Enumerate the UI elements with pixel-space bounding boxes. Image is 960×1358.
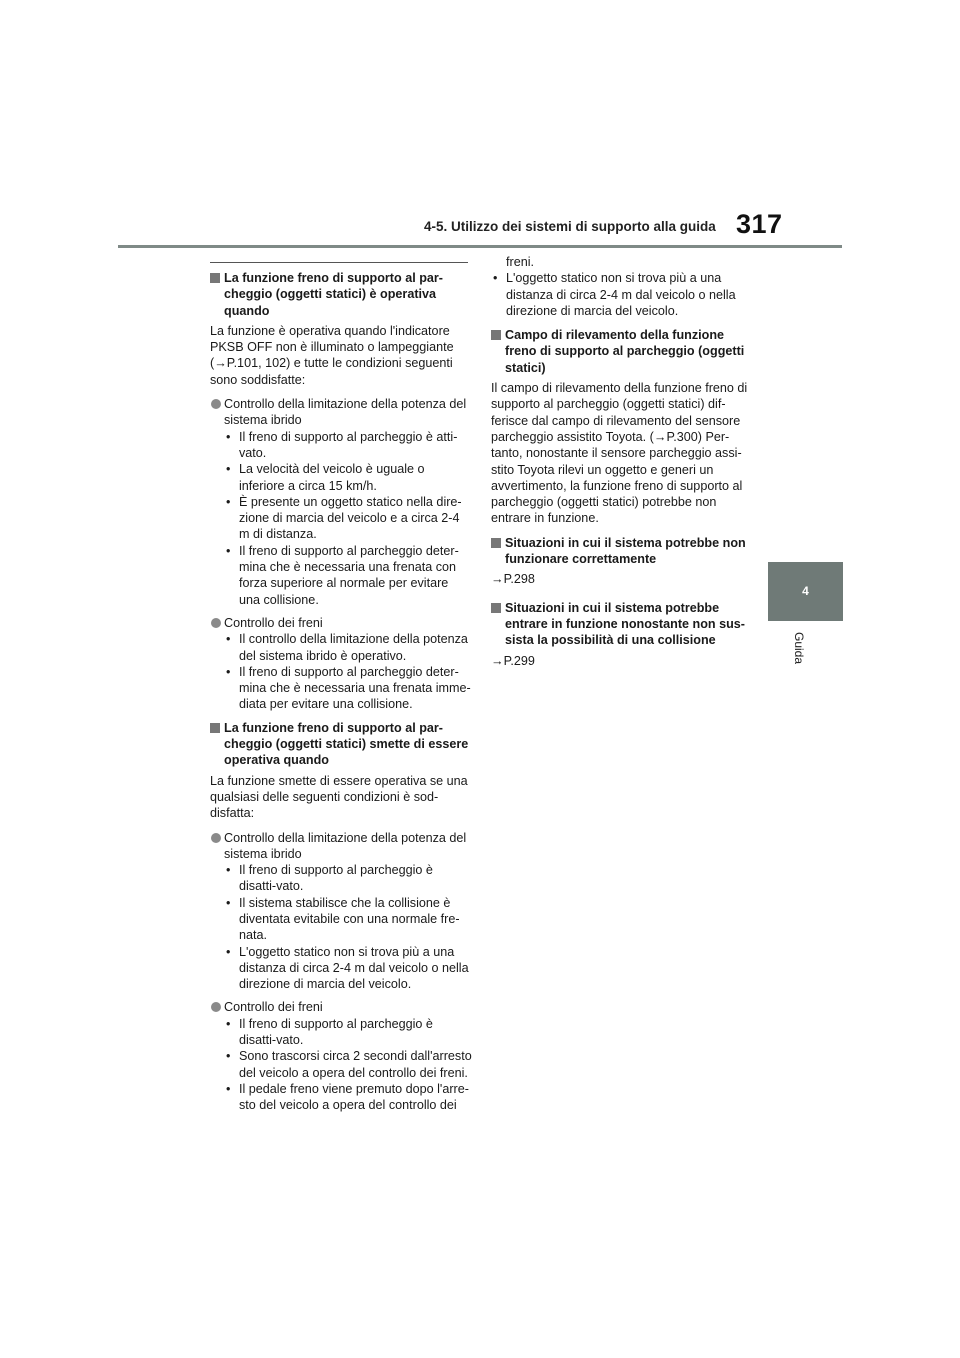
- list-item-text: Il sistema stabilisce che la collisione è diventata evitabile con una normale fre-nata.: [239, 895, 460, 943]
- list-item: • La velocità del veicolo è uguale o inferiore a circa 15 km/h.: [226, 462, 425, 493]
- list-item-text: Sono trascorsi circa 2 secondi dall'arresto del veicolo a opera del controllo dei freni.: [239, 1049, 472, 1080]
- page-reference-link[interactable]: →P.298: [491, 572, 535, 587]
- circle-bullet-icon: [211, 618, 221, 628]
- list-item-text: Il freno di supporto al parcheggio è atti-vato.: [239, 429, 458, 460]
- circle-bullet-icon: [211, 399, 221, 409]
- square-bullet-icon: [491, 538, 501, 548]
- page-number: 317: [736, 209, 783, 239]
- square-bullet-icon: [210, 273, 220, 283]
- section-heading: [210, 720, 472, 769]
- bullet-group-title: Controllo dei freni: [224, 615, 323, 630]
- list-item: • Il sistema stabilisce che la collisione è diventata evitabile con una normale fre-nata.: [226, 895, 460, 943]
- list-item: • Il freno di supporto al parcheggio è disatti-vato.: [226, 1016, 433, 1048]
- section-title: 4-5. Utilizzo dei sistemi di supporto alla guida: [424, 219, 716, 234]
- bullet-group-title: Controllo della limitazione della potenza del sistema ibrido: [224, 830, 467, 861]
- list-item-text: Il freno di supporto al parcheggio deter-mina che è necessaria una frenata imme-diata per evitare una collisione.: [239, 664, 471, 712]
- list-item-text: Il pedale freno viene premuto dopo l'arre-sto del veicolo a opera del controllo dei: [239, 1081, 469, 1113]
- bullet-group-title: Controllo della limitazione della potenza del sistema ibrido: [224, 397, 467, 428]
- right-column: [491, 254, 753, 681]
- column-divider: [210, 262, 468, 263]
- list-item-text: Il freno di supporto al parcheggio deter-mina che è necessaria una frenata con forza superiore al normale per evitare una collisione.: [239, 543, 459, 607]
- list-item: • Il freno di supporto al parcheggio deter-mina che è necessaria una frenata con forza superiore al normale per evitare una collisione.: [226, 543, 459, 607]
- list-item: • Il controllo della limitazione della potenza del sistema ibrido è operativo.: [226, 632, 468, 663]
- list-item-text: Il controllo della limitazione della potenza del sistema ibrido è operativo.: [239, 632, 468, 663]
- section-heading: [491, 600, 753, 649]
- list-item-text: È presente un oggetto statico nella dire-zione di marcia del veicolo e a circa 2-4 m di distanza.: [239, 494, 462, 542]
- bullet-group: [210, 615, 472, 713]
- paragraph: La funzione smette di essere operativa se una qualsiasi delle seguenti condizioni è sod-disfatta:: [210, 773, 468, 821]
- list-item: • È presente un oggetto statico nella dire-zione di marcia del veicolo e a circa 2-4 m di distanza.: [226, 494, 462, 542]
- list-item-text: Il freno di supporto al parcheggio è disatti-vato.: [239, 863, 433, 894]
- list-item: • Sono trascorsi circa 2 secondi dall'arresto del veicolo a opera del controllo dei freni.: [226, 1049, 472, 1080]
- section-heading: [491, 535, 753, 568]
- chapter-tab[interactable]: 4: [768, 562, 843, 621]
- section-heading-text: Situazioni in cui il sistema potrebbe non funzionare correttamente: [505, 535, 746, 567]
- page-reference-link[interactable]: →P.299: [491, 653, 535, 668]
- list-item-text: L'oggetto statico non si trova più a una distanza di circa 2-4 m dal veicolo o nella direzione di marcia del veicolo.: [239, 944, 469, 992]
- bullet-group: [210, 396, 472, 608]
- list-item: • Il freno di supporto al parcheggio deter-mina che è necessaria una frenata imme-diata per evitare una collisione.: [226, 664, 471, 712]
- list-item: • Il freno di supporto al parcheggio è atti-vato.: [226, 429, 458, 460]
- section-heading: [491, 327, 753, 376]
- section-heading-text: La funzione freno di supporto al par-cheggio (oggetti statici) è operativa quando: [224, 271, 443, 318]
- list-item: • Il freno di supporto al parcheggio è disatti-vato.: [226, 863, 433, 894]
- header-divider: [118, 245, 842, 248]
- chapter-label: Guida: [792, 632, 806, 665]
- bullet-group: [210, 830, 472, 993]
- list-item-text: L'oggetto statico non si trova più a una distanza di circa 2-4 m dal veicolo o nella direzione di marcia del veicolo.: [506, 271, 736, 318]
- left-column: [210, 270, 472, 1121]
- list-item-text: La velocità del veicolo è uguale o inferiore a circa 15 km/h.: [239, 462, 425, 493]
- circle-bullet-icon: [211, 1002, 221, 1012]
- list-item: • L'oggetto statico non si trova più a una distanza di circa 2-4 m dal veicolo o nella direzione di marcia del veicolo.: [226, 944, 469, 992]
- square-bullet-icon: [491, 603, 501, 613]
- section-heading-text: Campo di rilevamento della funzione freno di supporto al parcheggio (oggetti statici): [505, 328, 745, 375]
- square-bullet-icon: [491, 330, 501, 340]
- continuation-text: freni.: [506, 255, 534, 269]
- list-item: • Il pedale freno viene premuto dopo l'arre-sto del veicolo a opera del controllo dei: [226, 1081, 469, 1113]
- square-bullet-icon: [210, 723, 220, 733]
- bullet-group: [210, 999, 472, 1113]
- paragraph: Il campo di rilevamento della funzione freno di supporto al parcheggio (oggetti statici) dif-ferisce dal campo di rilevamento del sensore parcheggio assistito Toyota. (→P.300) Per-tanto, nonostante il sensore parcheggio assi-stito Toyota rilevi un oggetto e generi un avvertimento, la funzione freno di supporto al parcheggio (oggetti statici) potrebbe non entrare in funzione.: [491, 381, 748, 526]
- section-heading-text: La funzione freno di supporto al par-cheggio (oggetti statici) smette di essere operativa quando: [224, 720, 469, 768]
- list-item: • L'oggetto statico non si trova più a una distanza di circa 2-4 m dal veicolo o nella direzione di marcia del veicolo.: [493, 271, 736, 318]
- circle-bullet-icon: [211, 833, 221, 843]
- section-heading: [210, 270, 472, 319]
- section-heading-text: Situazioni in cui il sistema potrebbe entrare in funzione nonostante non sus-sista la possibilità di una collisione: [505, 600, 745, 648]
- bullet-group-title: Controllo dei freni: [224, 1000, 323, 1015]
- paragraph: La funzione è operativa quando l'indicatore PKSB OFF non è illuminato o lampeggiante (→P.101, 102) e tutte le condizioni seguenti sono soddisfatte:: [210, 323, 454, 387]
- list-item-text: Il freno di supporto al parcheggio è disatti-vato.: [239, 1016, 433, 1048]
